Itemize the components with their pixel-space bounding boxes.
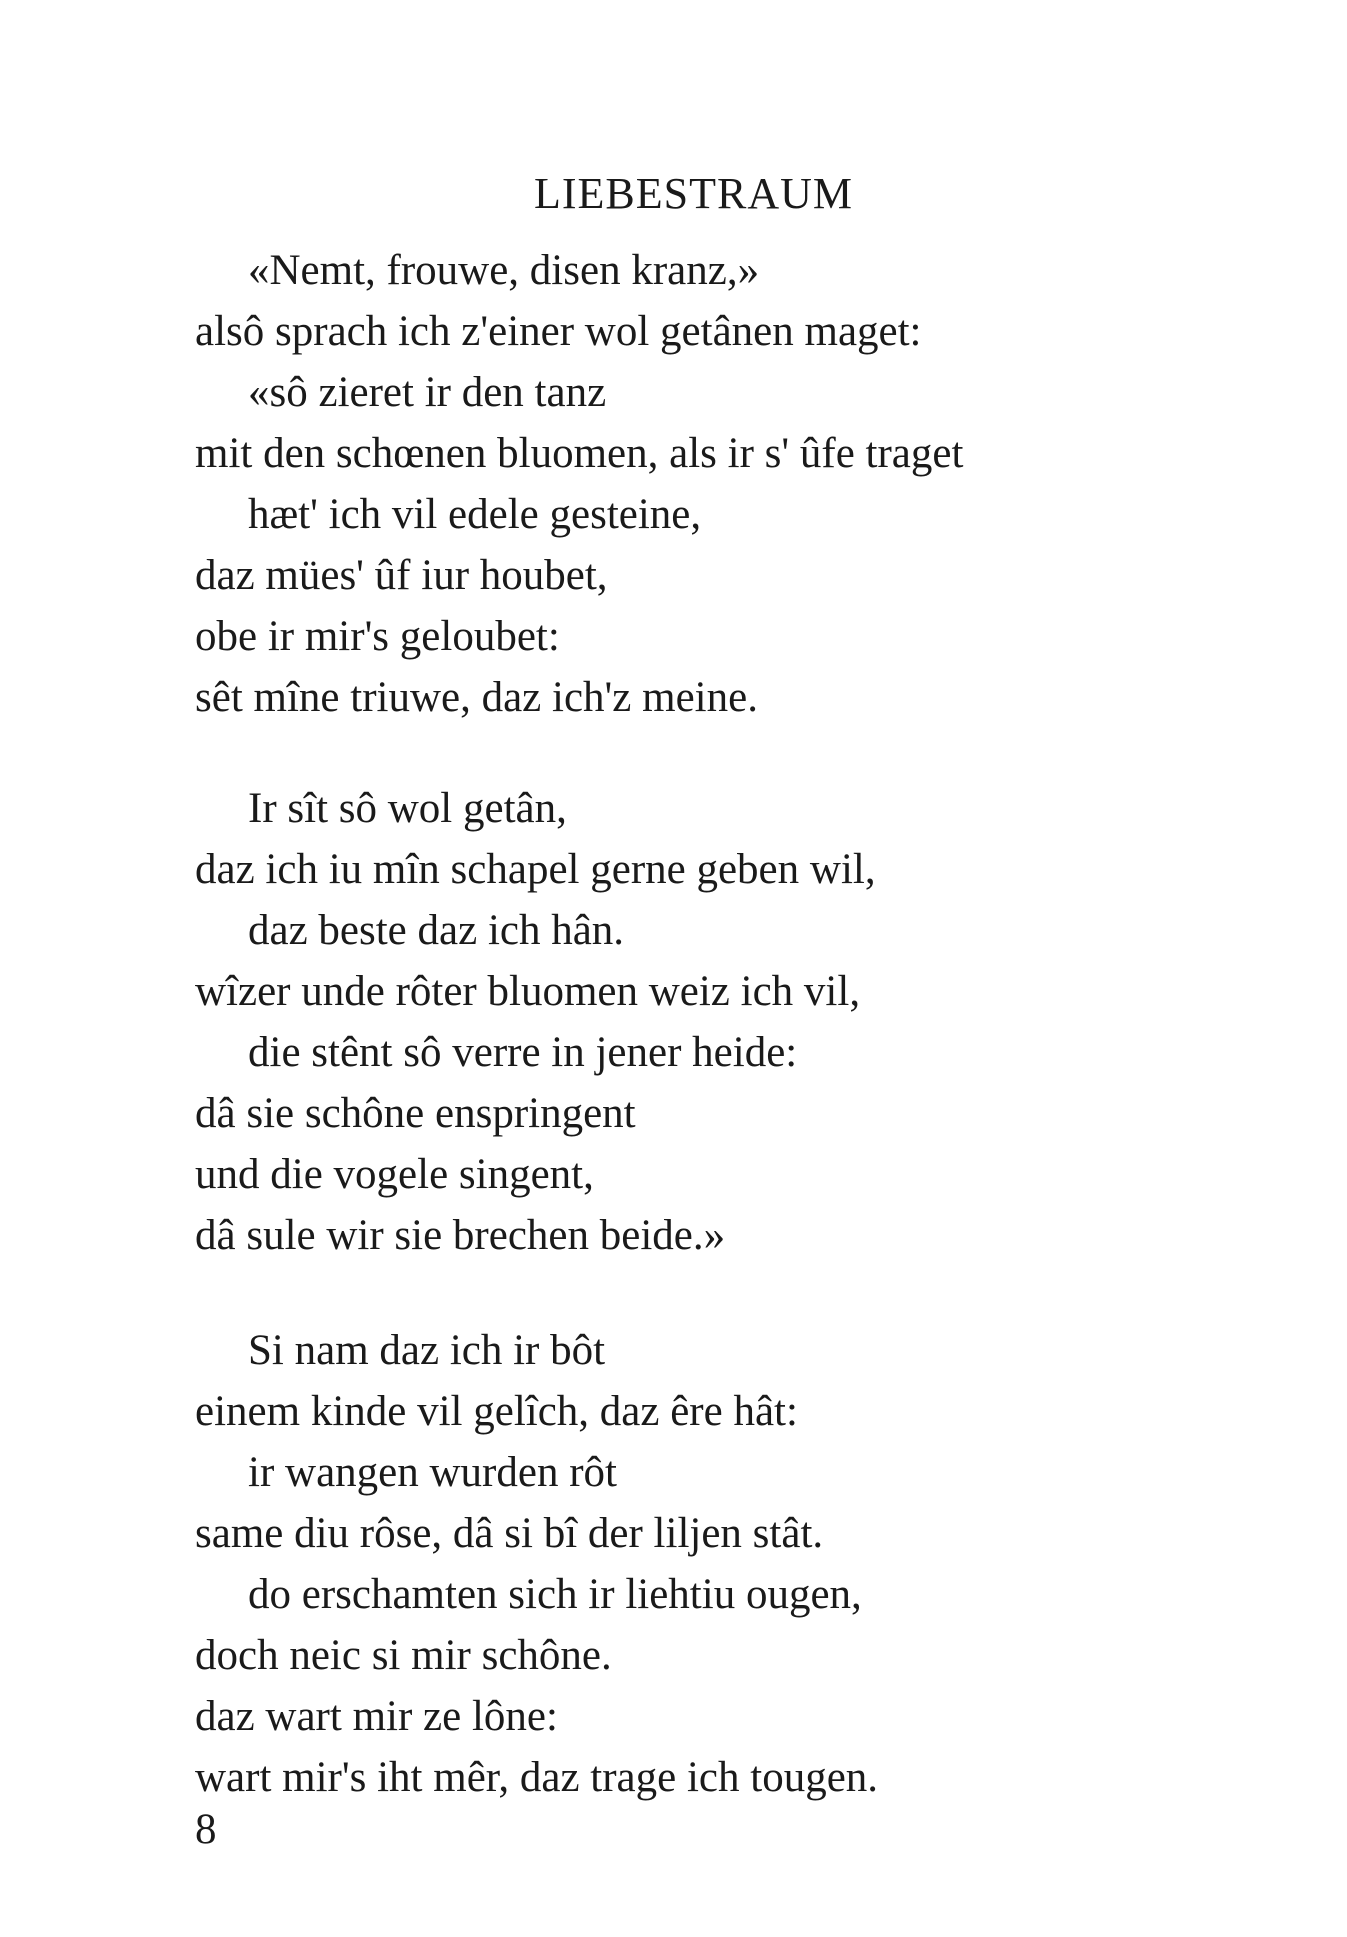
verse-line: daz wart mir ze lône: [195,1693,558,1740]
verse-line: daz beste daz ich hân. [248,907,625,954]
page-number: 8 [195,1806,217,1853]
stanza-3 [195,1320,878,1808]
verse-line: obe ir mir's geloubet: [195,613,560,660]
verse-line: mit den schœnen bluomen, als ir s' ûfe traget [195,430,964,477]
verse-line: einem kinde vil gelîch, daz êre hât: [195,1388,798,1435]
verse-line: ir wangen wurden rôt [248,1449,617,1496]
verse-line: daz ich iu mîn schapel gerne geben wil, [195,846,876,893]
verse-line: wart mir's iht mêr, daz trage ich tougen. [195,1754,879,1801]
verse-line: «sô zieret ir den tanz [248,369,607,416]
verse-line: alsô sprach ich z'einer wol getânen maget: [195,308,922,355]
verse-line: wîzer unde rôter bluomen weiz ich vil, [195,968,861,1015]
verse-line: same diu rôse, dâ si bî der liljen stât. [195,1510,824,1557]
verse-line: daz mües' ûf iur houbet, [195,552,608,599]
verse-line: sêt mîne triuwe, daz ich'z meine. [195,674,758,721]
stanza-1 [195,240,963,728]
verse-line: und die vogele singent, [195,1151,594,1198]
verse-line: Si nam daz ich ir bôt [248,1327,606,1374]
verse-line: doch neic si mir schône. [195,1632,612,1679]
verse-line: dâ sie schône enspringent [195,1090,636,1137]
verse-line: Ir sît sô wol getân, [248,785,567,832]
verse-line: «Nemt, frouwe, disen kranz,» [248,247,760,294]
stanza-2 [195,778,876,1266]
verse-line: hæt' ich vil edele gesteine, [248,491,702,538]
verse-line: do erschamten sich ir liehtiu ougen, [248,1571,862,1618]
poem-title: LIEBESTRAUM [534,169,853,218]
verse-line: die stênt sô verre in jener heide: [248,1029,798,1076]
verse-line: dâ sule wir sie brechen beide.» [195,1212,726,1259]
